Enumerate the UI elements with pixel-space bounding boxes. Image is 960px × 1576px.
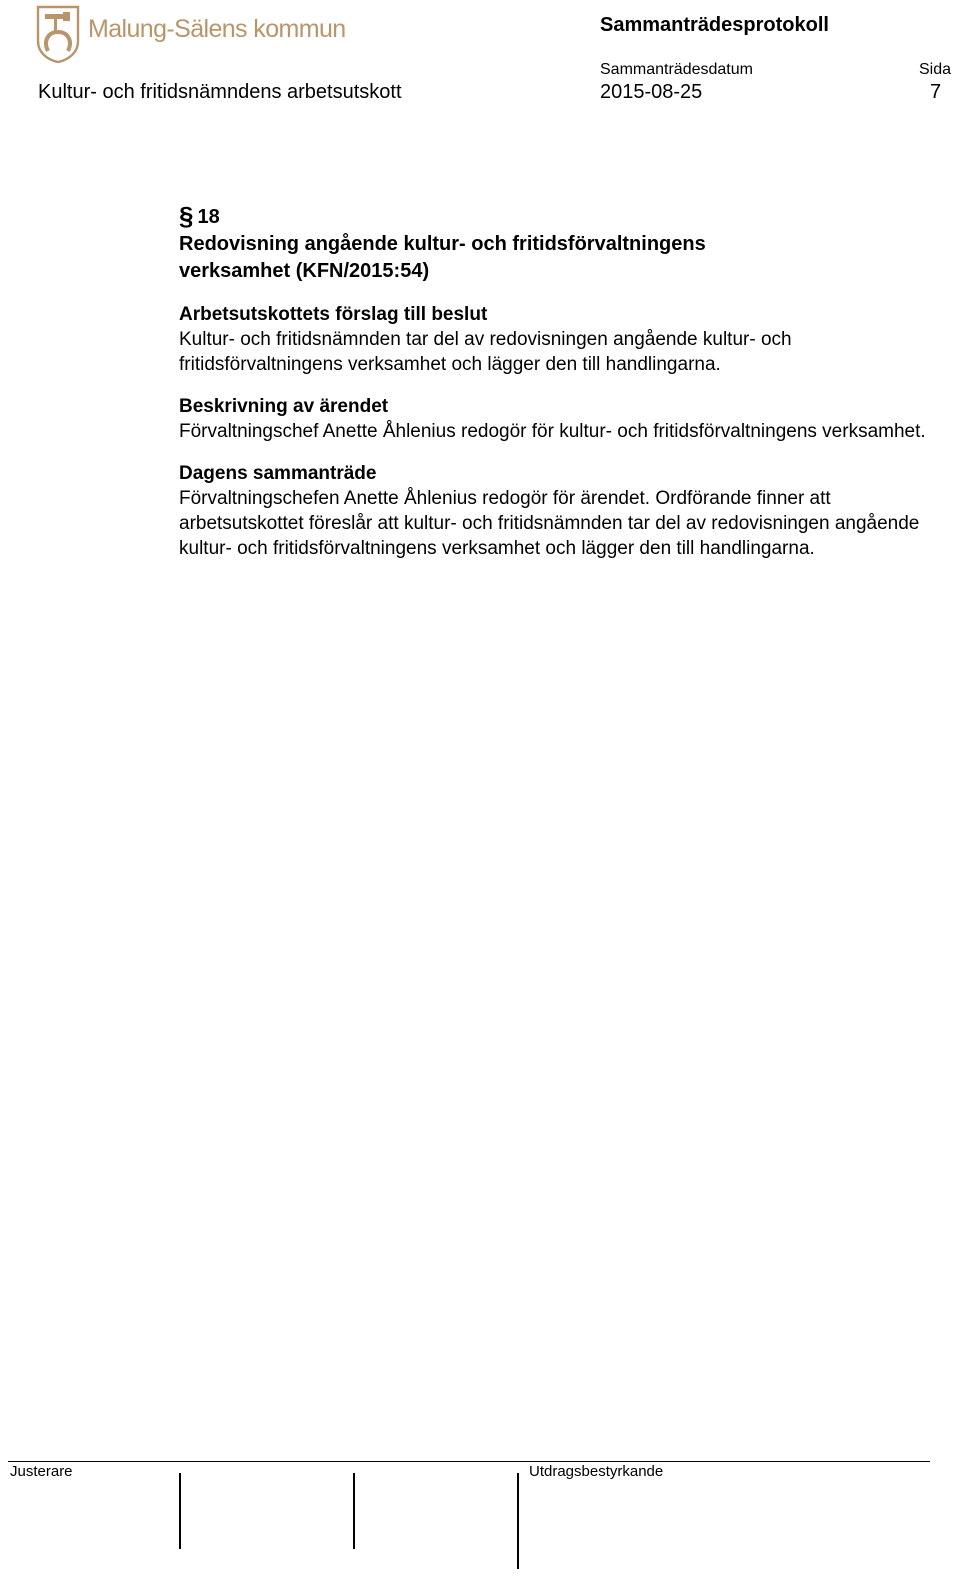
committee-name: Kultur- och fritidsnämndens arbetsutskott (38, 81, 402, 103)
municipality-logo (36, 5, 346, 63)
section-meeting (179, 461, 939, 561)
section-description (179, 394, 939, 444)
signature-box-divider (179, 1473, 181, 1549)
adjuster-label: Justerare (10, 1463, 73, 1480)
paragraph-title-line1: Redovisning angående kultur- och fritidsförvaltningens (179, 233, 706, 255)
signature-box-divider (517, 1473, 519, 1569)
section-proposal (179, 302, 939, 377)
section-body: Förvaltningschef Anette Åhlenius redogör för kultur- och fritidsförvaltningens verksamhet. (179, 421, 926, 442)
logo-text: Malung-Sälens kommun (88, 15, 346, 43)
date-label: Sammanträdesdatum (600, 61, 753, 78)
signature-box-divider (353, 1473, 355, 1549)
section-heading: Beskrivning av ärendet (179, 396, 389, 417)
section-body: Kultur- och fritidsnämnden tar del av redovisningen angående kultur- och fritidsförvaltningens verksamhet och lägger den till handlingarna. (179, 329, 792, 375)
section-heading: Dagens sammanträde (179, 463, 377, 484)
section-body: Förvaltningschefen Anette Åhlenius redogör för ärendet. Ordförande finner att arbetsutskottet föreslår att kultur- och fritidsnämnden tar del av redovisningen angående kultur- och fritidsförvaltningens verksamhet och lägger den till handlingarna. (179, 488, 920, 559)
certification-label: Utdragsbestyrkande (529, 1463, 664, 1480)
page-label: Sida (919, 61, 952, 78)
section-sign: § (179, 201, 194, 231)
paragraph-number-value: 18 (197, 206, 220, 228)
coat-of-arms-icon (36, 5, 80, 63)
paragraph-title-line2: verksamhet (KFN/2015:54) (179, 260, 430, 282)
paragraph-number (179, 203, 939, 231)
section-heading: Arbetsutskottets förslag till beslut (179, 304, 488, 325)
meeting-date: 2015-08-25 (600, 81, 703, 103)
document-type: Sammanträdesprotokoll (600, 14, 829, 36)
page-number: 7 (930, 81, 942, 103)
paragraph-heading (179, 203, 939, 285)
footer-divider (8, 1461, 930, 1462)
protocol-body (179, 203, 939, 561)
